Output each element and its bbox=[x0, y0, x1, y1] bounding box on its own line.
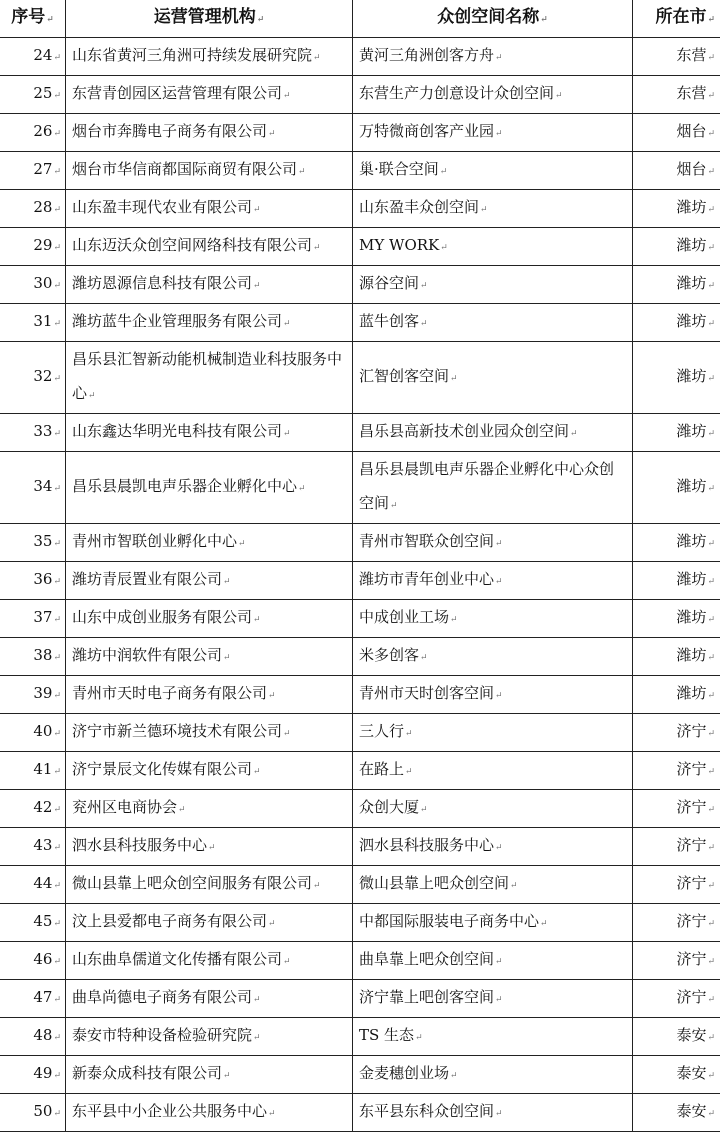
table-row bbox=[0, 676, 720, 714]
city-text: 济宁 ↵ bbox=[676, 722, 715, 740]
cell-city bbox=[633, 414, 720, 452]
no-text: 28 ↵ bbox=[33, 198, 61, 216]
cell-no bbox=[0, 904, 66, 942]
no-text: 50 ↵ bbox=[33, 1102, 61, 1120]
cell-org bbox=[66, 866, 353, 904]
cell-space bbox=[353, 304, 633, 342]
cell-no bbox=[0, 266, 66, 304]
cell-org bbox=[66, 342, 353, 414]
cell-no bbox=[0, 452, 66, 524]
no-text: 34 ↵ bbox=[33, 477, 61, 495]
cell-org bbox=[66, 752, 353, 790]
cell-city bbox=[633, 1056, 720, 1094]
cell-space bbox=[353, 76, 633, 114]
cell-space bbox=[353, 114, 633, 152]
cell-space bbox=[353, 190, 633, 228]
city-text: 潍坊 ↵ bbox=[676, 608, 715, 626]
cell-no bbox=[0, 114, 66, 152]
no-text: 26 ↵ bbox=[33, 122, 61, 140]
cell-no bbox=[0, 562, 66, 600]
header-org bbox=[66, 0, 353, 38]
cell-org bbox=[66, 980, 353, 1018]
cell-org bbox=[66, 76, 353, 114]
no-text: 35 ↵ bbox=[33, 532, 61, 550]
cell-org bbox=[66, 790, 353, 828]
space-text: 金麦穗创业场 ↵ bbox=[359, 1064, 458, 1082]
cell-org bbox=[66, 152, 353, 190]
space-text: 东营生产力创意设计众创空间 ↵ bbox=[359, 84, 563, 102]
header-no-label: 序号 ↵ bbox=[11, 7, 54, 27]
table-row bbox=[0, 76, 720, 114]
no-text: 46 ↵ bbox=[33, 950, 61, 968]
cell-space bbox=[353, 1018, 633, 1056]
cell-org bbox=[66, 414, 353, 452]
city-text: 济宁 ↵ bbox=[676, 988, 715, 1006]
no-text: 29 ↵ bbox=[33, 236, 61, 254]
org-text: 山东迈沃众创空间网络科技有限公司 ↵ bbox=[72, 236, 321, 254]
cell-org bbox=[66, 676, 353, 714]
no-text: 30 ↵ bbox=[33, 274, 61, 292]
city-text: 济宁 ↵ bbox=[676, 798, 715, 816]
cell-city bbox=[633, 342, 720, 414]
no-text: 36 ↵ bbox=[33, 570, 61, 588]
cell-no bbox=[0, 752, 66, 790]
space-text: 在路上 ↵ bbox=[359, 760, 413, 778]
cell-space bbox=[353, 980, 633, 1018]
cell-org bbox=[66, 638, 353, 676]
space-text: MY WORK ↵ bbox=[359, 236, 448, 254]
space-text: 济宁靠上吧创客空间 ↵ bbox=[359, 988, 503, 1006]
cell-no bbox=[0, 304, 66, 342]
header-row bbox=[0, 0, 720, 38]
org-text: 泗水县科技服务中心 ↵ bbox=[72, 836, 216, 854]
table-row bbox=[0, 524, 720, 562]
table-row bbox=[0, 342, 720, 414]
cell-city bbox=[633, 942, 720, 980]
cell-no bbox=[0, 714, 66, 752]
cell-no bbox=[0, 414, 66, 452]
cell-org bbox=[66, 714, 353, 752]
table-row bbox=[0, 752, 720, 790]
cell-org bbox=[66, 114, 353, 152]
cell-org bbox=[66, 304, 353, 342]
cell-space bbox=[353, 152, 633, 190]
no-text: 47 ↵ bbox=[33, 988, 61, 1006]
no-text: 43 ↵ bbox=[33, 836, 61, 854]
header-org-label: 运营管理机构 ↵ bbox=[154, 7, 265, 27]
org-text: 泰安市特种设备检验研究院 ↵ bbox=[72, 1026, 261, 1044]
org-text: 青州市智联创业孵化中心 ↵ bbox=[72, 532, 246, 550]
table-row bbox=[0, 828, 720, 866]
cell-space bbox=[353, 524, 633, 562]
city-text: 潍坊 ↵ bbox=[676, 198, 715, 216]
table-row bbox=[0, 1018, 720, 1056]
org-text: 潍坊中润软件有限公司 ↵ bbox=[72, 646, 231, 664]
space-text: 蓝牛创客 ↵ bbox=[359, 312, 428, 330]
cell-no bbox=[0, 1018, 66, 1056]
cell-city bbox=[633, 828, 720, 866]
cell-org bbox=[66, 266, 353, 304]
cell-no bbox=[0, 828, 66, 866]
cell-city bbox=[633, 676, 720, 714]
cell-space bbox=[353, 1056, 633, 1094]
org-text: 山东鑫达华明光电科技有限公司 ↵ bbox=[72, 422, 291, 440]
table-row bbox=[0, 638, 720, 676]
cell-space bbox=[353, 266, 633, 304]
header-city bbox=[633, 0, 720, 38]
cell-org bbox=[66, 190, 353, 228]
cell-city bbox=[633, 266, 720, 304]
cell-no bbox=[0, 190, 66, 228]
cell-city bbox=[633, 228, 720, 266]
org-text: 汶上县爱都电子商务有限公司 ↵ bbox=[72, 912, 276, 930]
table-row bbox=[0, 414, 720, 452]
table-row bbox=[0, 904, 720, 942]
org-text: 青州市天时电子商务有限公司 ↵ bbox=[72, 684, 276, 702]
org-text: 潍坊蓝牛企业管理服务有限公司 ↵ bbox=[72, 312, 291, 330]
space-text: 汇智创客空间 ↵ bbox=[359, 367, 458, 385]
space-text: 泗水县科技服务中心 ↵ bbox=[359, 836, 503, 854]
cell-city bbox=[633, 752, 720, 790]
table-row bbox=[0, 304, 720, 342]
org-text: 昌乐县晨凯电声乐器企业孵化中心 ↵ bbox=[72, 477, 306, 495]
org-text: 曲阜尚德电子商务有限公司 ↵ bbox=[72, 988, 261, 1006]
cell-no bbox=[0, 980, 66, 1018]
cell-space bbox=[353, 904, 633, 942]
cell-no bbox=[0, 676, 66, 714]
table-row bbox=[0, 1094, 720, 1132]
cell-no bbox=[0, 790, 66, 828]
cell-no bbox=[0, 152, 66, 190]
cell-no bbox=[0, 942, 66, 980]
org-text: 济宁市新兰德环境技术有限公司 ↵ bbox=[72, 722, 291, 740]
cell-org bbox=[66, 562, 353, 600]
table-row bbox=[0, 38, 720, 76]
city-text: 潍坊 ↵ bbox=[676, 570, 715, 588]
space-text: 万特微商创客产业园 ↵ bbox=[359, 122, 503, 140]
cell-no bbox=[0, 38, 66, 76]
city-text: 潍坊 ↵ bbox=[676, 422, 715, 440]
cell-city bbox=[633, 562, 720, 600]
org-text: 潍坊青辰置业有限公司 ↵ bbox=[72, 570, 231, 588]
space-text: 山东盈丰众创空间 ↵ bbox=[359, 198, 488, 216]
space-text: 三人行 ↵ bbox=[359, 722, 413, 740]
cell-org bbox=[66, 228, 353, 266]
cell-org bbox=[66, 600, 353, 638]
city-text: 潍坊 ↵ bbox=[676, 477, 715, 495]
cell-city bbox=[633, 638, 720, 676]
city-text: 东营 ↵ bbox=[676, 46, 715, 64]
org-text: 兖州区电商协会 ↵ bbox=[72, 798, 186, 816]
header-no bbox=[0, 0, 66, 38]
table-row bbox=[0, 152, 720, 190]
no-text: 25 ↵ bbox=[33, 84, 61, 102]
space-text: 青州市天时创客空间 ↵ bbox=[359, 684, 503, 702]
no-text: 41 ↵ bbox=[33, 760, 61, 778]
org-text: 昌乐县汇智新动能机械制造业科技服务中心 ↵ bbox=[72, 350, 342, 402]
space-text: 昌乐县晨凯电声乐器企业孵化中心众创空间 ↵ bbox=[359, 460, 614, 512]
org-text: 山东盈丰现代农业有限公司 ↵ bbox=[72, 198, 261, 216]
org-text: 山东省黄河三角洲可持续发展研究院 ↵ bbox=[72, 46, 321, 64]
no-text: 38 ↵ bbox=[33, 646, 61, 664]
city-text: 济宁 ↵ bbox=[676, 874, 715, 892]
no-text: 40 ↵ bbox=[33, 722, 61, 740]
no-text: 48 ↵ bbox=[33, 1026, 61, 1044]
cell-space bbox=[353, 228, 633, 266]
city-text: 泰安 ↵ bbox=[676, 1064, 715, 1082]
org-text: 东平县中小企业公共服务中心 ↵ bbox=[72, 1102, 276, 1120]
org-text: 济宁景辰文化传媒有限公司 ↵ bbox=[72, 760, 261, 778]
cell-city bbox=[633, 866, 720, 904]
cell-city bbox=[633, 38, 720, 76]
header-city-label: 所在市 ↵ bbox=[655, 7, 715, 27]
city-text: 泰安 ↵ bbox=[676, 1026, 715, 1044]
space-text: 中成创业工场 ↵ bbox=[359, 608, 458, 626]
cell-space bbox=[353, 562, 633, 600]
city-text: 东营 ↵ bbox=[676, 84, 715, 102]
cell-city bbox=[633, 714, 720, 752]
cell-city bbox=[633, 600, 720, 638]
no-text: 27 ↵ bbox=[33, 160, 61, 178]
cell-space bbox=[353, 414, 633, 452]
cell-space bbox=[353, 452, 633, 524]
space-text: 众创大厦 ↵ bbox=[359, 798, 428, 816]
cell-space bbox=[353, 38, 633, 76]
cell-no bbox=[0, 76, 66, 114]
org-text: 烟台市华信商都国际商贸有限公司 ↵ bbox=[72, 160, 306, 178]
header-space-label: 众创空间名称 ↵ bbox=[437, 7, 548, 27]
cell-org bbox=[66, 828, 353, 866]
cell-no bbox=[0, 1094, 66, 1132]
city-text: 潍坊 ↵ bbox=[676, 532, 715, 550]
cell-space bbox=[353, 790, 633, 828]
city-text: 济宁 ↵ bbox=[676, 836, 715, 854]
space-text: 米多创客 ↵ bbox=[359, 646, 428, 664]
space-text: 青州市智联众创空间 ↵ bbox=[359, 532, 503, 550]
no-text: 37 ↵ bbox=[33, 608, 61, 626]
no-text: 32 ↵ bbox=[33, 367, 61, 385]
space-text: TS 生态 ↵ bbox=[359, 1026, 423, 1044]
cell-city bbox=[633, 980, 720, 1018]
table-row bbox=[0, 452, 720, 524]
no-text: 31 ↵ bbox=[33, 312, 61, 330]
cell-space bbox=[353, 342, 633, 414]
table-row bbox=[0, 980, 720, 1018]
space-text: 黄河三角洲创客方舟 ↵ bbox=[359, 46, 503, 64]
cell-city bbox=[633, 304, 720, 342]
org-text: 东营青创园区运营管理有限公司 ↵ bbox=[72, 84, 291, 102]
org-text: 山东曲阜儒道文化传播有限公司 ↵ bbox=[72, 950, 291, 968]
space-text: 昌乐县高新技术创业园众创空间 ↵ bbox=[359, 422, 578, 440]
cell-city bbox=[633, 524, 720, 562]
no-text: 39 ↵ bbox=[33, 684, 61, 702]
space-text: 中都国际服装电子商务中心 ↵ bbox=[359, 912, 548, 930]
space-text: 源谷空间 ↵ bbox=[359, 274, 428, 292]
city-text: 潍坊 ↵ bbox=[676, 646, 715, 664]
cell-space bbox=[353, 714, 633, 752]
city-text: 泰安 ↵ bbox=[676, 1102, 715, 1120]
table-row bbox=[0, 790, 720, 828]
cell-city bbox=[633, 452, 720, 524]
cell-no bbox=[0, 1056, 66, 1094]
no-text: 49 ↵ bbox=[33, 1064, 61, 1082]
no-text: 42 ↵ bbox=[33, 798, 61, 816]
cell-city bbox=[633, 76, 720, 114]
cell-city bbox=[633, 1018, 720, 1056]
space-text: 东平县东科众创空间 ↵ bbox=[359, 1102, 503, 1120]
cell-city bbox=[633, 1094, 720, 1132]
space-text: 曲阜靠上吧众创空间 ↵ bbox=[359, 950, 503, 968]
cell-city bbox=[633, 114, 720, 152]
cell-space bbox=[353, 866, 633, 904]
table-row bbox=[0, 942, 720, 980]
city-text: 潍坊 ↵ bbox=[676, 684, 715, 702]
cell-org bbox=[66, 1018, 353, 1056]
cell-org bbox=[66, 1094, 353, 1132]
cell-org bbox=[66, 904, 353, 942]
table-row bbox=[0, 114, 720, 152]
space-text: 潍坊市青年创业中心 ↵ bbox=[359, 570, 503, 588]
city-text: 济宁 ↵ bbox=[676, 760, 715, 778]
no-text: 24 ↵ bbox=[33, 46, 61, 64]
cell-space bbox=[353, 752, 633, 790]
table-row bbox=[0, 1056, 720, 1094]
cell-space bbox=[353, 942, 633, 980]
city-text: 潍坊 ↵ bbox=[676, 312, 715, 330]
org-text: 新泰众成科技有限公司 ↵ bbox=[72, 1064, 231, 1082]
cell-space bbox=[353, 638, 633, 676]
space-text: 巢·联合空间 ↵ bbox=[359, 160, 447, 178]
cell-no bbox=[0, 342, 66, 414]
cell-no bbox=[0, 524, 66, 562]
cell-no bbox=[0, 638, 66, 676]
table-row bbox=[0, 266, 720, 304]
org-text: 烟台市奔腾电子商务有限公司 ↵ bbox=[72, 122, 276, 140]
city-text: 烟台 ↵ bbox=[676, 160, 715, 178]
cell-org bbox=[66, 1056, 353, 1094]
cell-city bbox=[633, 790, 720, 828]
cell-org bbox=[66, 452, 353, 524]
cell-space bbox=[353, 1094, 633, 1132]
cell-city bbox=[633, 190, 720, 228]
no-text: 44 ↵ bbox=[33, 874, 61, 892]
city-text: 潍坊 ↵ bbox=[676, 236, 715, 254]
cell-space bbox=[353, 828, 633, 866]
city-text: 济宁 ↵ bbox=[676, 912, 715, 930]
cell-org bbox=[66, 942, 353, 980]
table-row bbox=[0, 714, 720, 752]
table-row bbox=[0, 600, 720, 638]
cell-space bbox=[353, 676, 633, 714]
table-row bbox=[0, 190, 720, 228]
header-space bbox=[353, 0, 633, 38]
cell-no bbox=[0, 600, 66, 638]
org-text: 山东中成创业服务有限公司 ↵ bbox=[72, 608, 261, 626]
table-row bbox=[0, 562, 720, 600]
org-text: 潍坊恩源信息科技有限公司 ↵ bbox=[72, 274, 261, 292]
cell-org bbox=[66, 38, 353, 76]
cell-city bbox=[633, 904, 720, 942]
no-text: 45 ↵ bbox=[33, 912, 61, 930]
table-row bbox=[0, 228, 720, 266]
space-text: 微山县靠上吧众创空间 ↵ bbox=[359, 874, 518, 892]
city-text: 潍坊 ↵ bbox=[676, 274, 715, 292]
cell-no bbox=[0, 228, 66, 266]
table-row bbox=[0, 866, 720, 904]
cell-no bbox=[0, 866, 66, 904]
cell-org bbox=[66, 524, 353, 562]
city-text: 潍坊 ↵ bbox=[676, 367, 715, 385]
city-text: 烟台 ↵ bbox=[676, 122, 715, 140]
cell-city bbox=[633, 152, 720, 190]
city-text: 济宁 ↵ bbox=[676, 950, 715, 968]
no-text: 33 ↵ bbox=[33, 422, 61, 440]
cell-space bbox=[353, 600, 633, 638]
org-text: 微山县靠上吧众创空间服务有限公司 ↵ bbox=[72, 874, 321, 892]
